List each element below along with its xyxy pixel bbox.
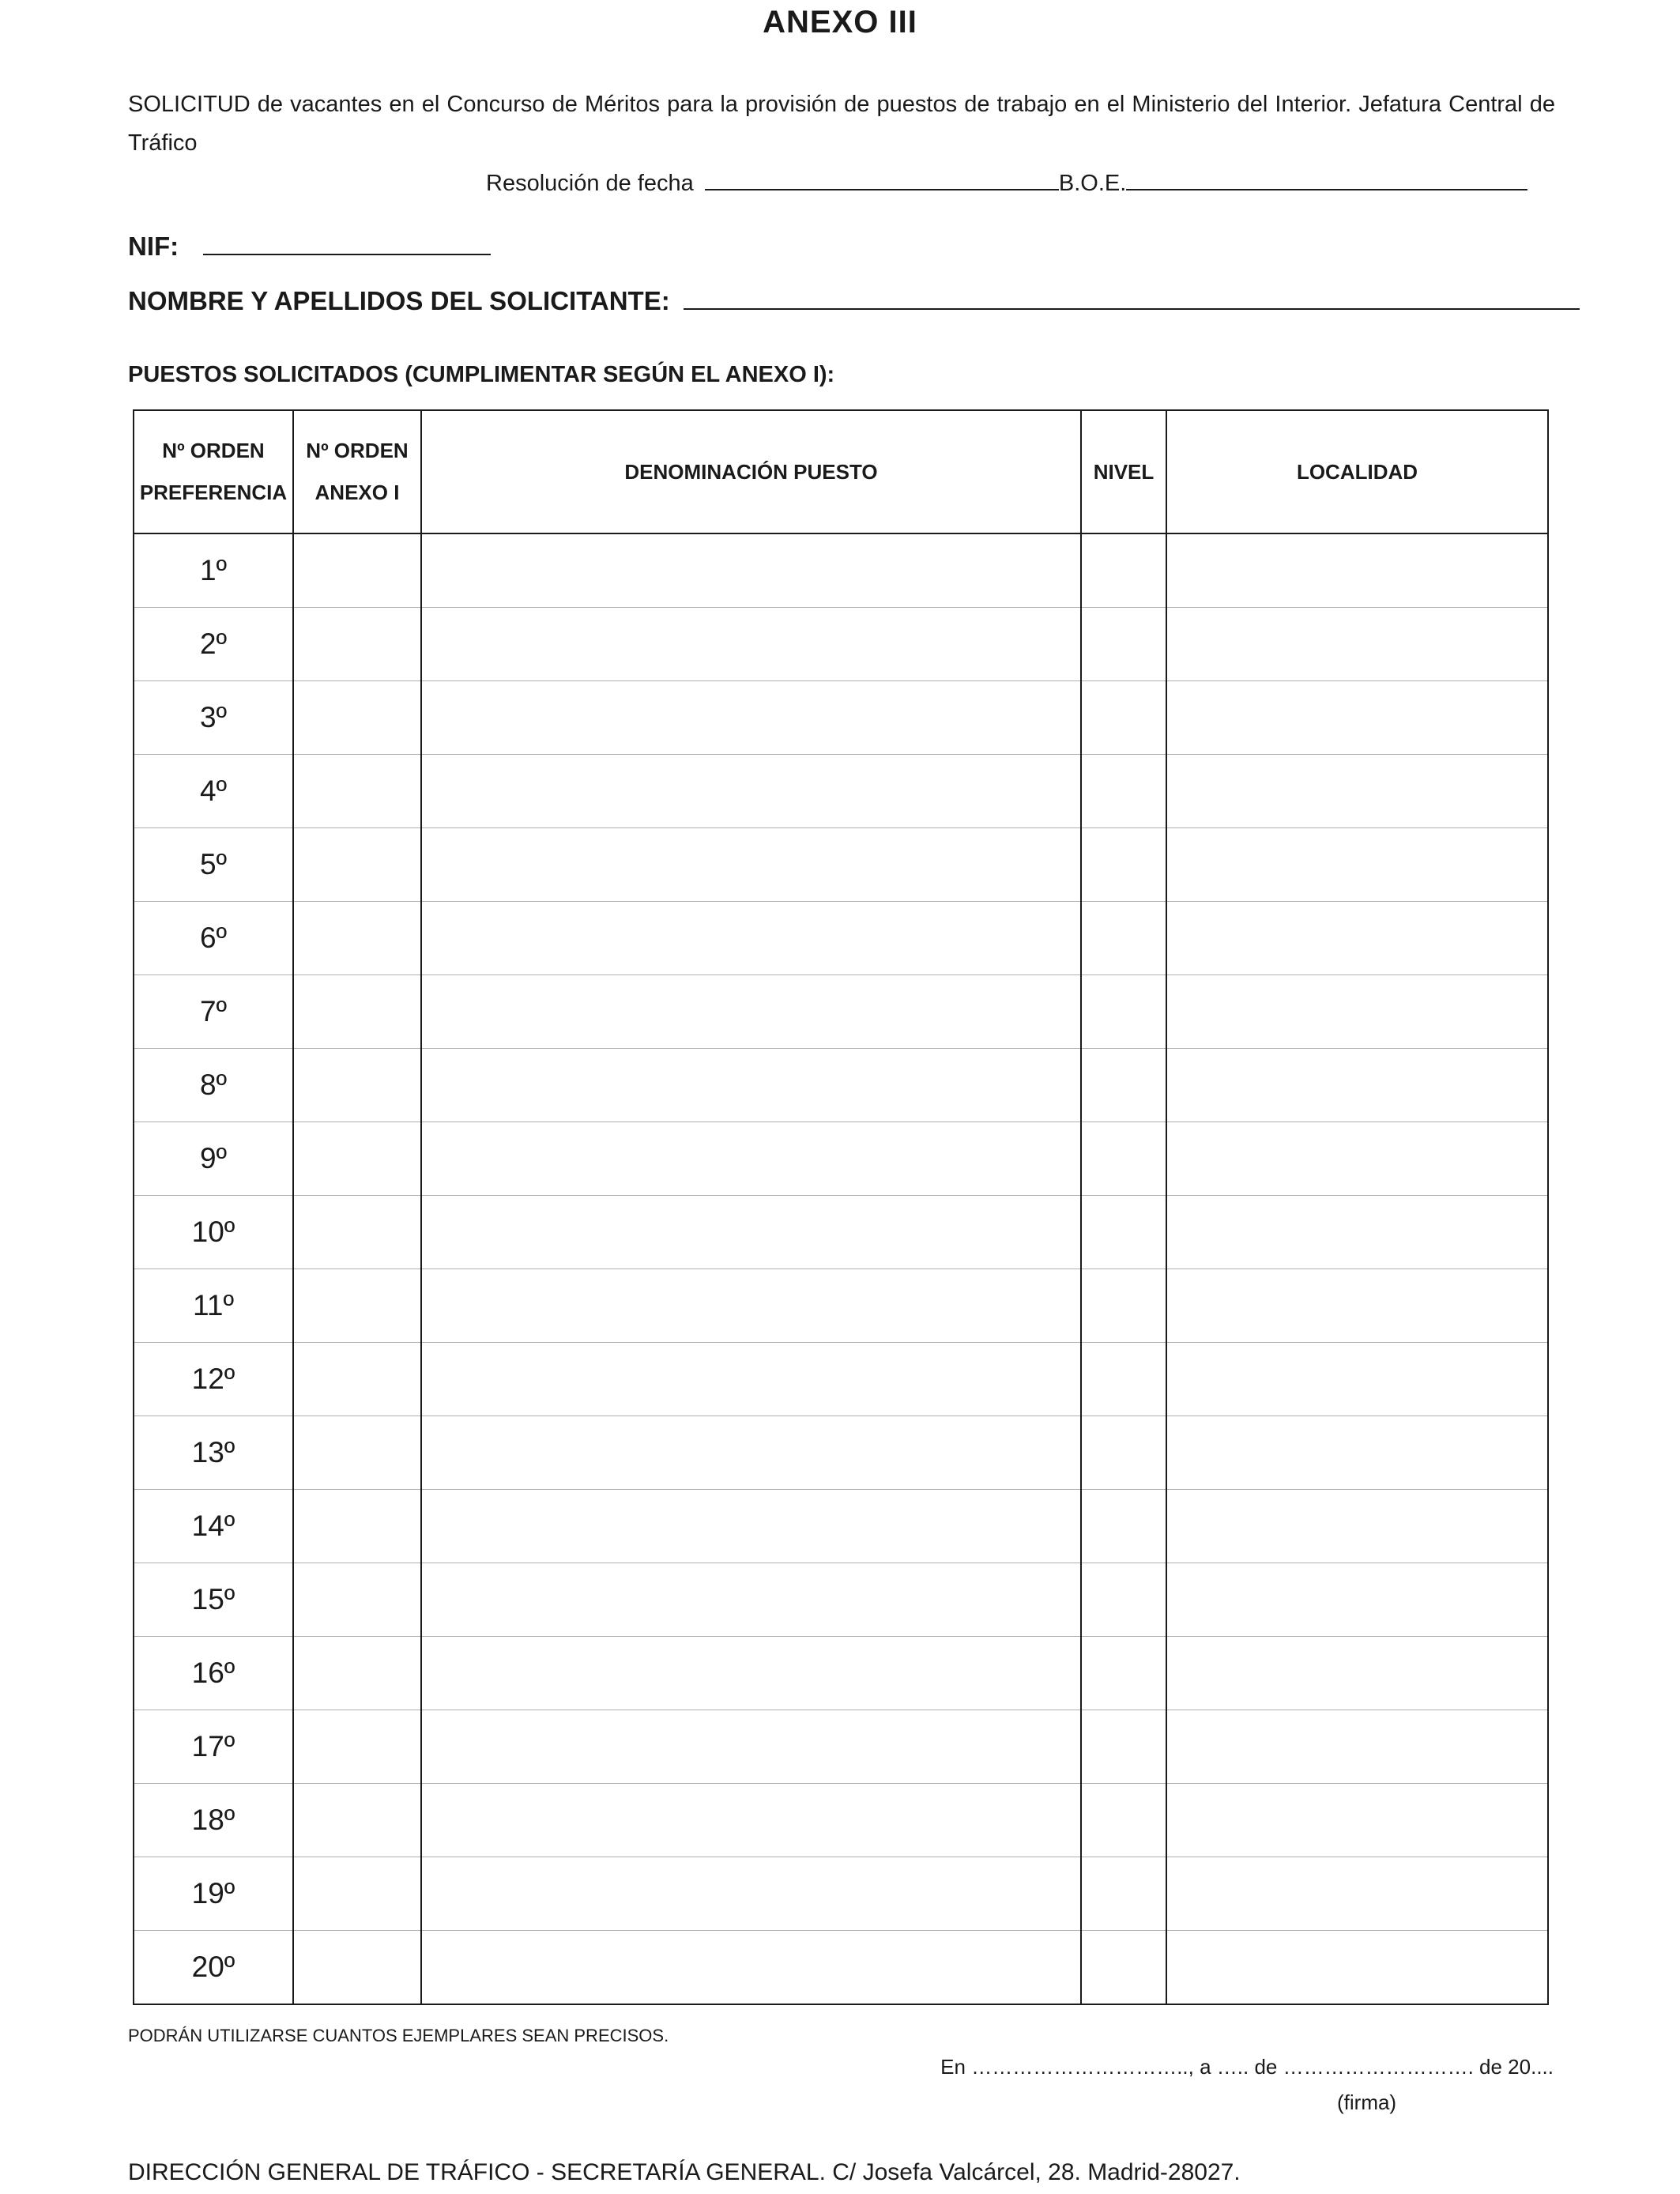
nivel-cell[interactable] (1081, 1196, 1166, 1269)
localidad-cell[interactable] (1166, 1416, 1548, 1490)
localidad-cell[interactable] (1166, 681, 1548, 755)
orden-preferencia-cell: 5º (134, 828, 293, 902)
orden-preferencia-cell: 18º (134, 1784, 293, 1857)
orden-preferencia-cell: 2º (134, 608, 293, 681)
denominacion-cell[interactable] (421, 1122, 1081, 1196)
orden-preferencia-cell: 19º (134, 1857, 293, 1931)
orden-anexo-cell[interactable] (293, 755, 421, 828)
nivel-cell[interactable] (1081, 1343, 1166, 1416)
nivel-cell[interactable] (1081, 1269, 1166, 1343)
localidad-cell[interactable] (1166, 533, 1548, 608)
table-row (134, 902, 1548, 975)
denominacion-cell[interactable] (421, 1490, 1081, 1563)
nivel-cell[interactable] (1081, 1931, 1166, 2005)
denominacion-cell[interactable] (421, 608, 1081, 681)
table-row (134, 1196, 1548, 1269)
orden-anexo-cell[interactable] (293, 1196, 421, 1269)
localidad-cell[interactable] (1166, 1710, 1548, 1784)
denominacion-cell[interactable] (421, 902, 1081, 975)
table-row (134, 1563, 1548, 1637)
table-row (134, 1710, 1548, 1784)
header-denominacion: DENOMINACIÓN PUESTO (421, 410, 1081, 533)
denominacion-cell[interactable] (421, 975, 1081, 1049)
orden-preferencia-cell: 8º (134, 1049, 293, 1122)
orden-anexo-cell[interactable] (293, 902, 421, 975)
orden-preferencia-cell: 15º (134, 1563, 293, 1637)
nombre-label: NOMBRE Y APELLIDOS DEL SOLICITANTE: (128, 286, 670, 315)
orden-anexo-cell[interactable] (293, 1563, 421, 1637)
orden-preferencia-cell: 17º (134, 1710, 293, 1784)
denominacion-cell[interactable] (421, 1049, 1081, 1122)
signature-label: (firma) (1337, 2090, 1397, 2114)
nivel-cell[interactable] (1081, 902, 1166, 975)
boe-field[interactable] (1126, 168, 1527, 190)
table-row (134, 533, 1548, 608)
nivel-cell[interactable] (1081, 533, 1166, 608)
localidad-cell[interactable] (1166, 1049, 1548, 1122)
localidad-cell[interactable] (1166, 1196, 1548, 1269)
orden-anexo-cell[interactable] (293, 1490, 421, 1563)
note-text: PODRÁN UTILIZARSE CUANTOS EJEMPLARES SEAN PRECISOS. (128, 2026, 669, 2045)
resolution-line (486, 168, 1527, 197)
orden-anexo-cell[interactable] (293, 1269, 421, 1343)
localidad-cell[interactable] (1166, 902, 1548, 975)
nivel-cell[interactable] (1081, 1563, 1166, 1637)
table-row (134, 1269, 1548, 1343)
orden-preferencia-cell: 11º (134, 1269, 293, 1343)
header-orden-preferencia (134, 410, 293, 533)
localidad-cell[interactable] (1166, 1343, 1548, 1416)
localidad-cell[interactable] (1166, 1563, 1548, 1637)
table-row (134, 1857, 1548, 1931)
orden-anexo-cell[interactable] (293, 1416, 421, 1490)
table-row (134, 755, 1548, 828)
header-orden-anexo-line2: ANEXO I (315, 481, 400, 504)
orden-preferencia-cell: 14º (134, 1490, 293, 1563)
header-orden-preferencia-line2: PREFERENCIA (139, 481, 288, 504)
nivel-cell[interactable] (1081, 1049, 1166, 1122)
denominacion-cell[interactable] (421, 1857, 1081, 1931)
nivel-cell[interactable] (1081, 681, 1166, 755)
nif-row (128, 232, 491, 262)
orden-anexo-cell[interactable] (293, 1049, 421, 1122)
denominacion-cell[interactable] (421, 1637, 1081, 1710)
denominacion-cell[interactable] (421, 681, 1081, 755)
orden-preferencia-cell: 16º (134, 1637, 293, 1710)
orden-preferencia-cell: 9º (134, 1122, 293, 1196)
header-orden-anexo-line1: Nº ORDEN (306, 439, 409, 462)
orden-anexo-cell[interactable] (293, 1343, 421, 1416)
nivel-cell[interactable] (1081, 1490, 1166, 1563)
resolution-label: Resolución de fecha (486, 171, 694, 196)
header-orden-anexo (293, 410, 421, 533)
localidad-cell[interactable] (1166, 1122, 1548, 1196)
localidad-cell[interactable] (1166, 1269, 1548, 1343)
localidad-cell[interactable] (1166, 975, 1548, 1049)
nombre-field[interactable] (684, 288, 1580, 310)
orden-anexo-cell[interactable] (293, 533, 421, 608)
footer-address: DIRECCIÓN GENERAL DE TRÁFICO - SECRETARÍA GENERAL. C/ Josefa Valcárcel, 28. Madrid-28027. (128, 2159, 1241, 2185)
orden-preferencia-cell: 4º (134, 755, 293, 828)
localidad-cell[interactable] (1166, 1931, 1548, 2005)
place-date-line[interactable]: En ………………………….., a ….. de ………………………. de 20.... (940, 2055, 1554, 2079)
table-row (134, 608, 1548, 681)
orden-preferencia-cell: 1º (134, 533, 293, 608)
orden-anexo-cell[interactable] (293, 1637, 421, 1710)
nivel-cell[interactable] (1081, 1784, 1166, 1857)
denominacion-cell[interactable] (421, 1563, 1081, 1637)
header-localidad: LOCALIDAD (1166, 410, 1548, 533)
orden-anexo-cell[interactable] (293, 681, 421, 755)
orden-preferencia-cell: 12º (134, 1343, 293, 1416)
orden-anexo-cell[interactable] (293, 1931, 421, 2005)
localidad-cell[interactable] (1166, 755, 1548, 828)
denominacion-cell[interactable] (421, 1931, 1081, 2005)
table-row (134, 1343, 1548, 1416)
denominacion-cell[interactable] (421, 1269, 1081, 1343)
nombre-row (128, 286, 1580, 316)
table-row (134, 975, 1548, 1049)
nivel-cell[interactable] (1081, 1857, 1166, 1931)
resolution-date-field[interactable] (705, 168, 1059, 190)
localidad-cell[interactable] (1166, 608, 1548, 681)
nivel-cell[interactable] (1081, 1637, 1166, 1710)
table-header-row (134, 410, 1548, 533)
orden-anexo-cell[interactable] (293, 1710, 421, 1784)
orden-preferencia-cell: 20º (134, 1931, 293, 2005)
orden-anexo-cell[interactable] (293, 1784, 421, 1857)
localidad-cell[interactable] (1166, 1490, 1548, 1563)
denominacion-cell[interactable] (421, 533, 1081, 608)
page-title: ANEXO III (763, 5, 917, 40)
localidad-cell[interactable] (1166, 1857, 1548, 1931)
header-nivel: NIVEL (1081, 410, 1166, 533)
localidad-cell[interactable] (1166, 1784, 1548, 1857)
denominacion-cell[interactable] (421, 1196, 1081, 1269)
nif-label: NIF: (128, 232, 179, 261)
nivel-cell[interactable] (1081, 608, 1166, 681)
table-row (134, 1122, 1548, 1196)
orden-anexo-cell[interactable] (293, 828, 421, 902)
table-row (134, 1416, 1548, 1490)
table-row (134, 1049, 1548, 1122)
denominacion-cell[interactable] (421, 1416, 1081, 1490)
denominacion-cell[interactable] (421, 828, 1081, 902)
table-row (134, 828, 1548, 902)
nivel-cell[interactable] (1081, 975, 1166, 1049)
puestos-heading: PUESTOS SOLICITADOS (CUMPLIMENTAR SEGÚN EL ANEXO I): (128, 362, 835, 387)
localidad-cell[interactable] (1166, 1637, 1548, 1710)
orden-anexo-cell[interactable] (293, 975, 421, 1049)
denominacion-cell[interactable] (421, 755, 1081, 828)
puestos-table (133, 409, 1549, 2005)
orden-anexo-cell[interactable] (293, 1857, 421, 1931)
nivel-cell[interactable] (1081, 755, 1166, 828)
orden-anexo-cell[interactable] (293, 1122, 421, 1196)
localidad-cell[interactable] (1166, 828, 1548, 902)
orden-preferencia-cell: 10º (134, 1196, 293, 1269)
boe-label: B.O.E. (1058, 171, 1127, 196)
orden-preferencia-cell: 6º (134, 902, 293, 975)
nivel-cell[interactable] (1081, 1416, 1166, 1490)
orden-preferencia-cell: 7º (134, 975, 293, 1049)
denominacion-cell[interactable] (421, 1784, 1081, 1857)
table-row (134, 1784, 1548, 1857)
table-row (134, 1490, 1548, 1563)
table-row (134, 1931, 1548, 2005)
denominacion-cell[interactable] (421, 1343, 1081, 1416)
nif-field[interactable] (203, 233, 491, 255)
table-row (134, 1637, 1548, 1710)
nivel-cell[interactable] (1081, 1122, 1166, 1196)
orden-preferencia-cell: 3º (134, 681, 293, 755)
nivel-cell[interactable] (1081, 828, 1166, 902)
header-orden-preferencia-line1: Nº ORDEN (162, 439, 265, 462)
table-row (134, 681, 1548, 755)
intro-paragraph: SOLICITUD de vacantes en el Concurso de Méritos para la provisión de puestos de trabajo en el Ministerio del Interior. Jefatura Central de Tráfico (128, 92, 1555, 156)
table-body (134, 533, 1548, 2004)
orden-preferencia-cell: 13º (134, 1416, 293, 1490)
orden-anexo-cell[interactable] (293, 608, 421, 681)
nivel-cell[interactable] (1081, 1710, 1166, 1784)
denominacion-cell[interactable] (421, 1710, 1081, 1784)
